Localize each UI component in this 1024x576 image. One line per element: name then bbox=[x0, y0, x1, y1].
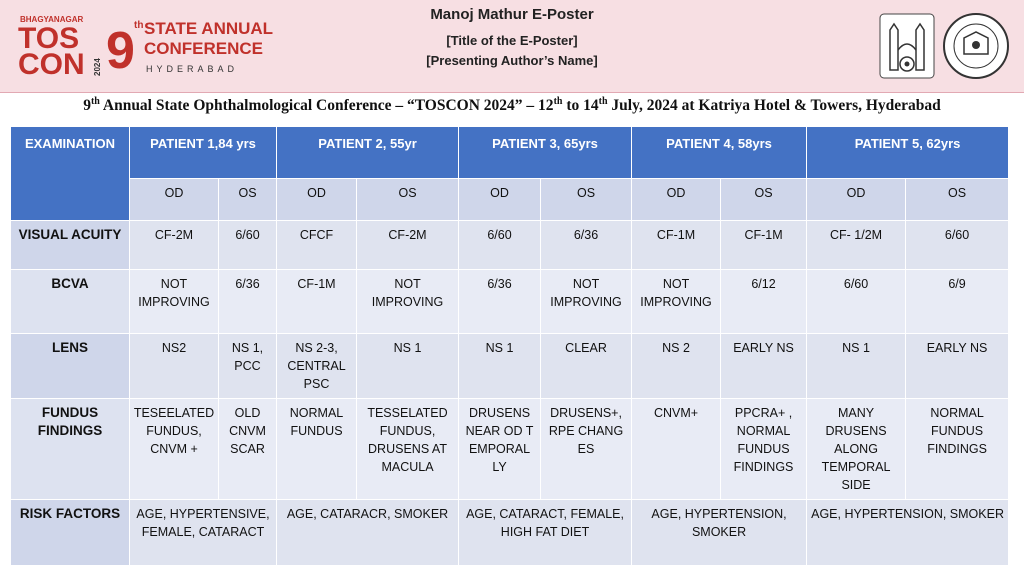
table-cell: NOT IMPROVING bbox=[357, 270, 459, 334]
table-cell: CF-1M bbox=[277, 270, 357, 334]
eye-header: OS bbox=[541, 179, 632, 221]
table-row bbox=[11, 500, 1009, 566]
patient-5-header: PATIENT 5, 62yrs bbox=[807, 127, 1009, 179]
patient-header-row bbox=[11, 127, 1009, 179]
logo-number: 9 bbox=[106, 22, 135, 78]
patient-2-header: PATIENT 2, 55yr bbox=[277, 127, 459, 179]
table-cell: 6/60 bbox=[219, 221, 277, 270]
eye-header: OS bbox=[906, 179, 1009, 221]
poster-title-placeholder: [Title of the E-Poster] bbox=[446, 33, 578, 48]
table-cell: CLEAR bbox=[541, 334, 632, 399]
logo-number-sup: th bbox=[134, 20, 144, 31]
patient-1-header: PATIENT 1,84 yrs bbox=[130, 127, 277, 179]
eye-header: OS bbox=[357, 179, 459, 221]
charminar-logo-icon bbox=[880, 14, 934, 78]
table-cell: AGE, CATARACR, SMOKER bbox=[277, 500, 459, 566]
row-label-lens: LENS bbox=[11, 334, 130, 399]
table-row bbox=[11, 399, 1009, 500]
examination-header: EXAMINATION bbox=[11, 127, 130, 221]
logo-city: HYDERABAD bbox=[146, 64, 239, 74]
table-cell: NS 1 bbox=[459, 334, 541, 399]
eye-header: OD bbox=[459, 179, 541, 221]
table-cell: PPCRA+ , NORMAL FUNDUS FINDINGS bbox=[721, 399, 807, 500]
patient-4-header: PATIENT 4, 58yrs bbox=[632, 127, 807, 179]
eye-header: OD bbox=[632, 179, 721, 221]
presenting-author-placeholder: [Presenting Author’s Name] bbox=[426, 53, 598, 68]
table-cell: TESEELATED FUNDUS, CNVM + bbox=[130, 399, 219, 500]
table-cell: DRUSENS+, RPE CHANG ES bbox=[541, 399, 632, 500]
table-cell: MANY DRUSENS ALONG TEMPORAL SIDE bbox=[807, 399, 906, 500]
table-cell: CF-2M bbox=[130, 221, 219, 270]
logo-line2: CONFERENCE bbox=[144, 39, 264, 58]
table-cell: NORMAL FUNDUS bbox=[277, 399, 357, 500]
table-cell: NS 2 bbox=[632, 334, 721, 399]
logo-line1: STATE ANNUAL bbox=[144, 19, 274, 38]
society-logos bbox=[872, 10, 1012, 82]
table-cell: 6/60 bbox=[459, 221, 541, 270]
conference-details-line: 9th Annual State Ophthalmological Conference – “TOSCON 2024” – 12th to 14th July, 2024 at Katriya Hotel & Towers, Hyderabad bbox=[83, 96, 941, 115]
table-cell: NS 1, PCC bbox=[219, 334, 277, 399]
table-cell: NOT IMPROVING bbox=[541, 270, 632, 334]
table-row bbox=[11, 270, 1009, 334]
patient-comparison-table bbox=[10, 126, 1009, 566]
table-cell: 6/9 bbox=[906, 270, 1009, 334]
table-cell: 6/36 bbox=[459, 270, 541, 334]
table-cell: AGE, CATARACT, FEMALE, HIGH FAT DIET bbox=[459, 500, 632, 566]
eye-header: OS bbox=[721, 179, 807, 221]
toscon-conference-logo bbox=[14, 10, 284, 78]
table-cell: OLD CNVM SCAR bbox=[219, 399, 277, 500]
table-cell: NOT IMPROVING bbox=[130, 270, 219, 334]
table-cell: AGE, HYPERTENSIVE, FEMALE, CATARACT bbox=[130, 500, 277, 566]
logo-mark-top: TOS bbox=[18, 22, 80, 55]
table-cell: EARLY NS bbox=[906, 334, 1009, 399]
eye-header: OD bbox=[807, 179, 906, 221]
row-label-fundus-findings: FUNDUS FINDINGS bbox=[11, 399, 130, 500]
logo-top-text: BHAGYANAGAR bbox=[20, 15, 84, 24]
logo-year: 2024 bbox=[93, 58, 102, 76]
society-seal-icon bbox=[944, 14, 1008, 78]
table-cell: 6/12 bbox=[721, 270, 807, 334]
poster-title: Manoj Mathur E-Poster bbox=[430, 6, 594, 23]
table-cell: NS 1 bbox=[357, 334, 459, 399]
table-cell: NOT IMPROVING bbox=[632, 270, 721, 334]
patient-3-header: PATIENT 3, 65yrs bbox=[459, 127, 632, 179]
poster-header bbox=[0, 0, 1024, 93]
table-cell: CNVM+ bbox=[632, 399, 721, 500]
table-cell: DRUSENS NEAR OD T EMPORAL LY bbox=[459, 399, 541, 500]
table-cell: 6/36 bbox=[541, 221, 632, 270]
poster-title-block bbox=[300, 4, 724, 71]
table-cell: 6/60 bbox=[807, 270, 906, 334]
table-cell: CFCF bbox=[277, 221, 357, 270]
logo-mark-bottom: CON bbox=[18, 48, 85, 78]
table-row bbox=[11, 334, 1009, 399]
table-cell: NS 2-3, CENTRAL PSC bbox=[277, 334, 357, 399]
table-cell: 6/60 bbox=[906, 221, 1009, 270]
table-row bbox=[11, 221, 1009, 270]
table-cell: AGE, HYPERTENSION, SMOKER bbox=[632, 500, 807, 566]
table-cell: NS2 bbox=[130, 334, 219, 399]
table-cell: AGE, HYPERTENSION, SMOKER bbox=[807, 500, 1009, 566]
row-label-bcva: BCVA bbox=[11, 270, 130, 334]
table-cell: CF- 1/2M bbox=[807, 221, 906, 270]
eye-header: OS bbox=[219, 179, 277, 221]
table-cell: TESSELATED FUNDUS, DRUSENS AT MACULA bbox=[357, 399, 459, 500]
table-cell: CF-1M bbox=[632, 221, 721, 270]
eye-header: OD bbox=[277, 179, 357, 221]
table-cell: CF-2M bbox=[357, 221, 459, 270]
table-cell: NORMAL FUNDUS FINDINGS bbox=[906, 399, 1009, 500]
row-label-visual-acuity: VISUAL ACUITY bbox=[11, 221, 130, 270]
row-label-risk-factors: RISK FACTORS bbox=[11, 500, 130, 566]
table-cell: 6/36 bbox=[219, 270, 277, 334]
eye-header: OD bbox=[130, 179, 219, 221]
eye-header-row bbox=[11, 179, 1009, 221]
table-cell: CF-1M bbox=[721, 221, 807, 270]
table-cell: EARLY NS bbox=[721, 334, 807, 399]
table-cell: NS 1 bbox=[807, 334, 906, 399]
